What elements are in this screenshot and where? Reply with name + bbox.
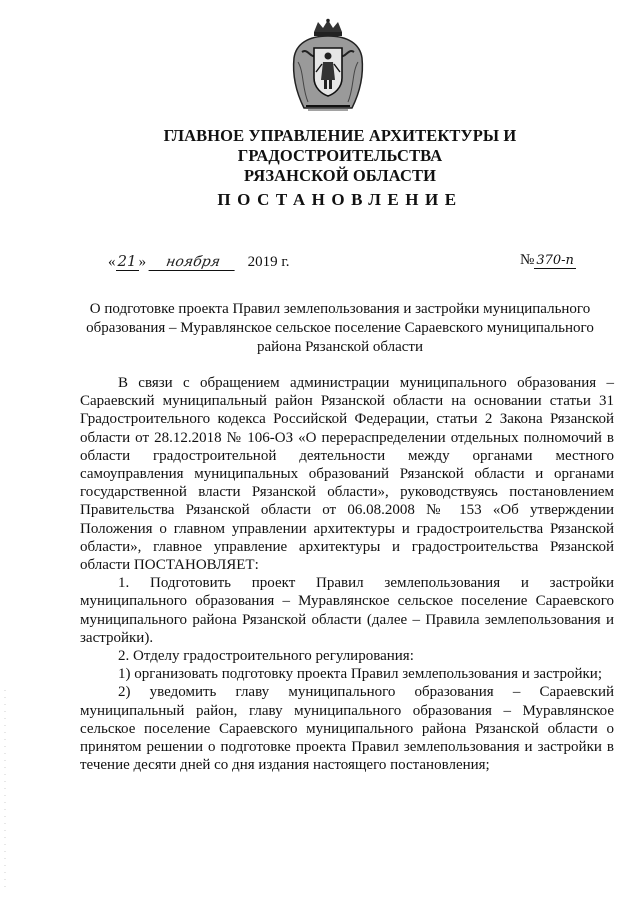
date-year: 2019 г. — [247, 254, 290, 270]
document-subject — [80, 300, 600, 357]
number-value: 370-п — [536, 253, 574, 268]
date-day: 21 — [117, 252, 137, 270]
organization-name — [60, 126, 620, 186]
coat-of-arms-icon — [288, 18, 368, 114]
preamble-paragraph: В связи с обращением администрации муниципального образования – Сараевский муниципальный район Рязанской области на основании статьи 31 Градостроительного кодекса Российской Федерации, статьи 2 Закона Рязанской области от 28.12.2018 № 106-ОЗ «О перераспределении отдельных полномочий в области градостроительной деятельности между органами местного самоуправления муниципальных образований Рязанской области и органами государственной власти Рязанской области», руководствуясь постановлением Правительства Рязанской области от 06.08.2008 № 153 «Об утверждении Положения о главном управлении архитектуры и градостроительства Рязанской области», главное управление архитектуры и градостроительства Рязанской области ПОСТАНОВЛЯЕТ: — [80, 375, 614, 574]
date-month: ноября — [148, 254, 237, 271]
date-open-quote: « — [108, 254, 116, 270]
item-1-paragraph: 1. Подготовить проект Правил землепользования и застройки муниципального образования – Муравлянское сельское поселение Сараевского муниципального района Рязанской области (далее – Правила землепользования и застройки). — [80, 575, 614, 646]
item-2-paragraph: 2. Отделу градостроительного регулирования: — [118, 648, 414, 665]
document-body — [80, 374, 614, 774]
organization-name-line2: РЯЗАНСКОЙ ОБЛАСТИ — [243, 166, 437, 185]
number-prefix: № — [520, 252, 535, 268]
organization-name-line1: ГЛАВНОЕ УПРАВЛЕНИЕ АРХИТЕКТУРЫ И ГРАДОСТРОИТЕЛЬСТВА — [163, 126, 517, 165]
document-date — [108, 252, 290, 271]
subject-line2: образования – Муравлянское сельское поселение Сараевского муниципального — [86, 320, 594, 336]
document-type-title: ПОСТАНОВЛЕНИЕ — [217, 190, 463, 209]
subject-line1: О подготовке проекта Правил землепользования и застройки муниципального — [89, 301, 591, 317]
document-number — [520, 252, 576, 269]
item-2-2-paragraph: 2) уведомить главу муниципального образования – Сараевский муниципальный район, главу муниципального образования – Муравлянское сельское поселение Сараевского муниципального района Рязанской области о принятом решении о подготовке проекта Правил землепользования и застройки в течение десяти дней со дня издания настоящего постановления; — [80, 684, 614, 774]
item-2-1-paragraph: 1) организовать подготовку проекта Правил землепользования и застройки; — [118, 666, 602, 683]
scan-margin-marks — [4, 690, 6, 890]
date-close-quote: » — [138, 254, 147, 270]
subject-line3: района Рязанской области — [256, 339, 423, 355]
